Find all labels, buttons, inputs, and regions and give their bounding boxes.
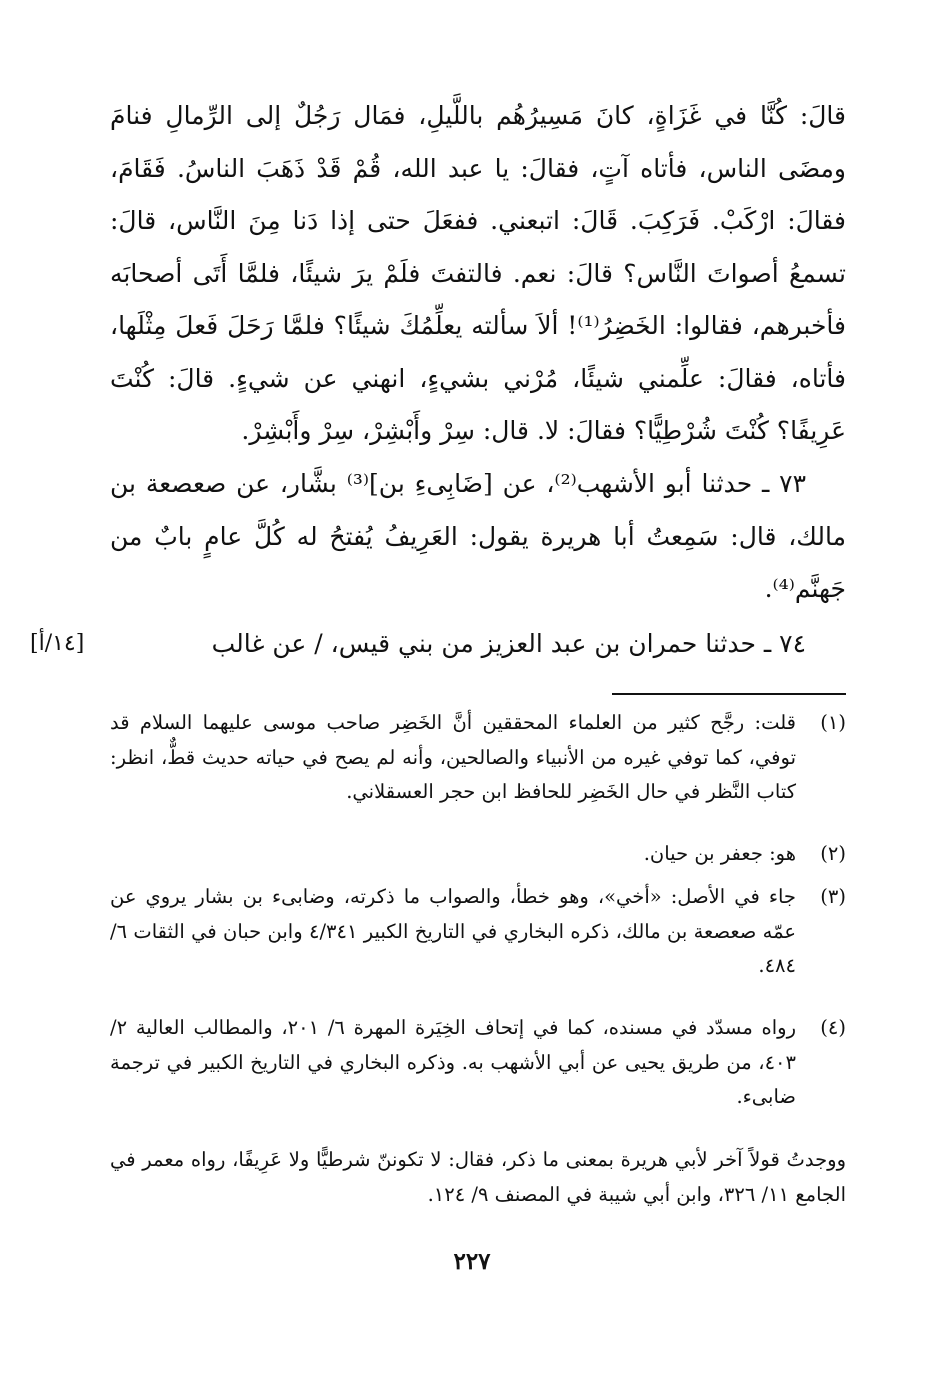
footnote-3-text: جاء في الأصل: «أخي»، وهو خطأ، والصواب ما ذكرته، وضابىء بن بشار يروي عن عمّه صعصعة بن مالك، ذكره البخاري في التاريخ الكبير ٤/٣٤١ وابن حبان في الثقات ٦/ ٤٨٤. <box>110 885 796 977</box>
footnote-4 <box>110 1011 846 1115</box>
page-number: ٢٢٧ <box>453 1248 491 1275</box>
manuscript-folio-reference: [١٤/أ] <box>30 631 85 656</box>
footnote-1-text: قلت: رجَّح كثير من العلماء المحققين أنَّ الخَضِر صاحب موسى عليهما السلام قد توفي، كما توفي غيره من الأنبياء والصالحين، وأنه لم يصح في حياته حديث قطٌّ، انظر: كتاب النَّظر في حال الخَضِر للحافظ ابن حجر العسقلاني. <box>110 711 796 803</box>
footnote-2-number: (٢) <box>820 842 846 865</box>
hadith-73-paragraph: ٧٣ ـ حدثنا أبو الأشهب⁽²⁾، عن [ضَابِىءِ بن]⁽³⁾ بشَّار، عن صعصعة بن مالك، قال: سَمِعتُ أبا هريرة يقول: العَرِيفُ يُفتحُ له كُلَّ عامٍ بابٌ من جَهنَّم⁽⁴⁾. <box>110 469 846 603</box>
footnote-4-continuation: ووجدتُ قولاً آخر لأبي هريرة بمعنى ما ذكر، فقال: لا تكوننّ شرطيًّا ولا عَرِيفًا، رواه معمر في الجامع ١١/ ٣٢٦، وابن أبي شيبة في المصنف ٩/ ١٢٤. <box>110 1148 846 1206</box>
footnote-3-number: (٣) <box>820 885 846 908</box>
footnote-2-text: هو: جعفر بن حيان. <box>643 842 796 865</box>
footnote-2 <box>110 837 846 872</box>
hadith-74-paragraph: ٧٤ ـ حدثنا حمران بن عبد العزيز من بني قيس، / عن غالب <box>211 629 806 658</box>
footnote-1-number: (١) <box>820 711 846 734</box>
main-paragraph-1: قالَ: كُنَّا في غَزَاةٍ، كانَ مَسِيرُهُم باللَّيلِ، فمَال رَجُلٌ إلى الرِّمالِ فنامَ ومضَى الناس، فأتاه آتٍ، فقالَ: يا عبد الله، قُمْ قَدْ ذَهَبَ الناسُ. فَقَامَ، فقالَ: ارْكَبْ. فَرَكِبَ. قَالَ: اتبعني. ففعَلَ حتى إذا دَنا مِنَ النَّاس، قالَ: تسمعُ أصواتَ النَّاس؟ قالَ: نعم. فالتفتَ فلَمْ يرَ شيئًا، فلمَّا أَتَى أصحابَه فأخبرهم، فقالوا: الخَضِرُ⁽¹⁾! ألاَ سألته يعلِّمُكَ شيئًا؟ فلمَّا رَحَلَ فَعلَ مِثْلَها، فأتاه، فقالَ: علِّمني شيئًا، مُرْني بشيءٍ، انهني عن شيءٍ. قالَ: كُنْتَ عَرِيفًا؟ كُنْتَ شُرْطِيًّا؟ فقالَ: لا. قال: سِرْ وأَبْشِرْ، سِرْ وأَبْشِرْ. <box>110 101 846 445</box>
footnote-4-text: رواه مسدّد في مسنده، كما في إتحاف الخِيَرة المهرة ٦/ ٢٠١، والمطالب العالية ٢/ ٤٠٣، من طريق يحيى عن أبي الأشهب به. وذكره البخاري في التاريخ الكبير في ترجمة ضابىء. <box>110 1016 796 1108</box>
footnote-4-number: (٤) <box>820 1016 846 1039</box>
footnote-1 <box>110 706 846 810</box>
footnote-3 <box>110 880 846 984</box>
footnote-separator <box>612 693 846 695</box>
